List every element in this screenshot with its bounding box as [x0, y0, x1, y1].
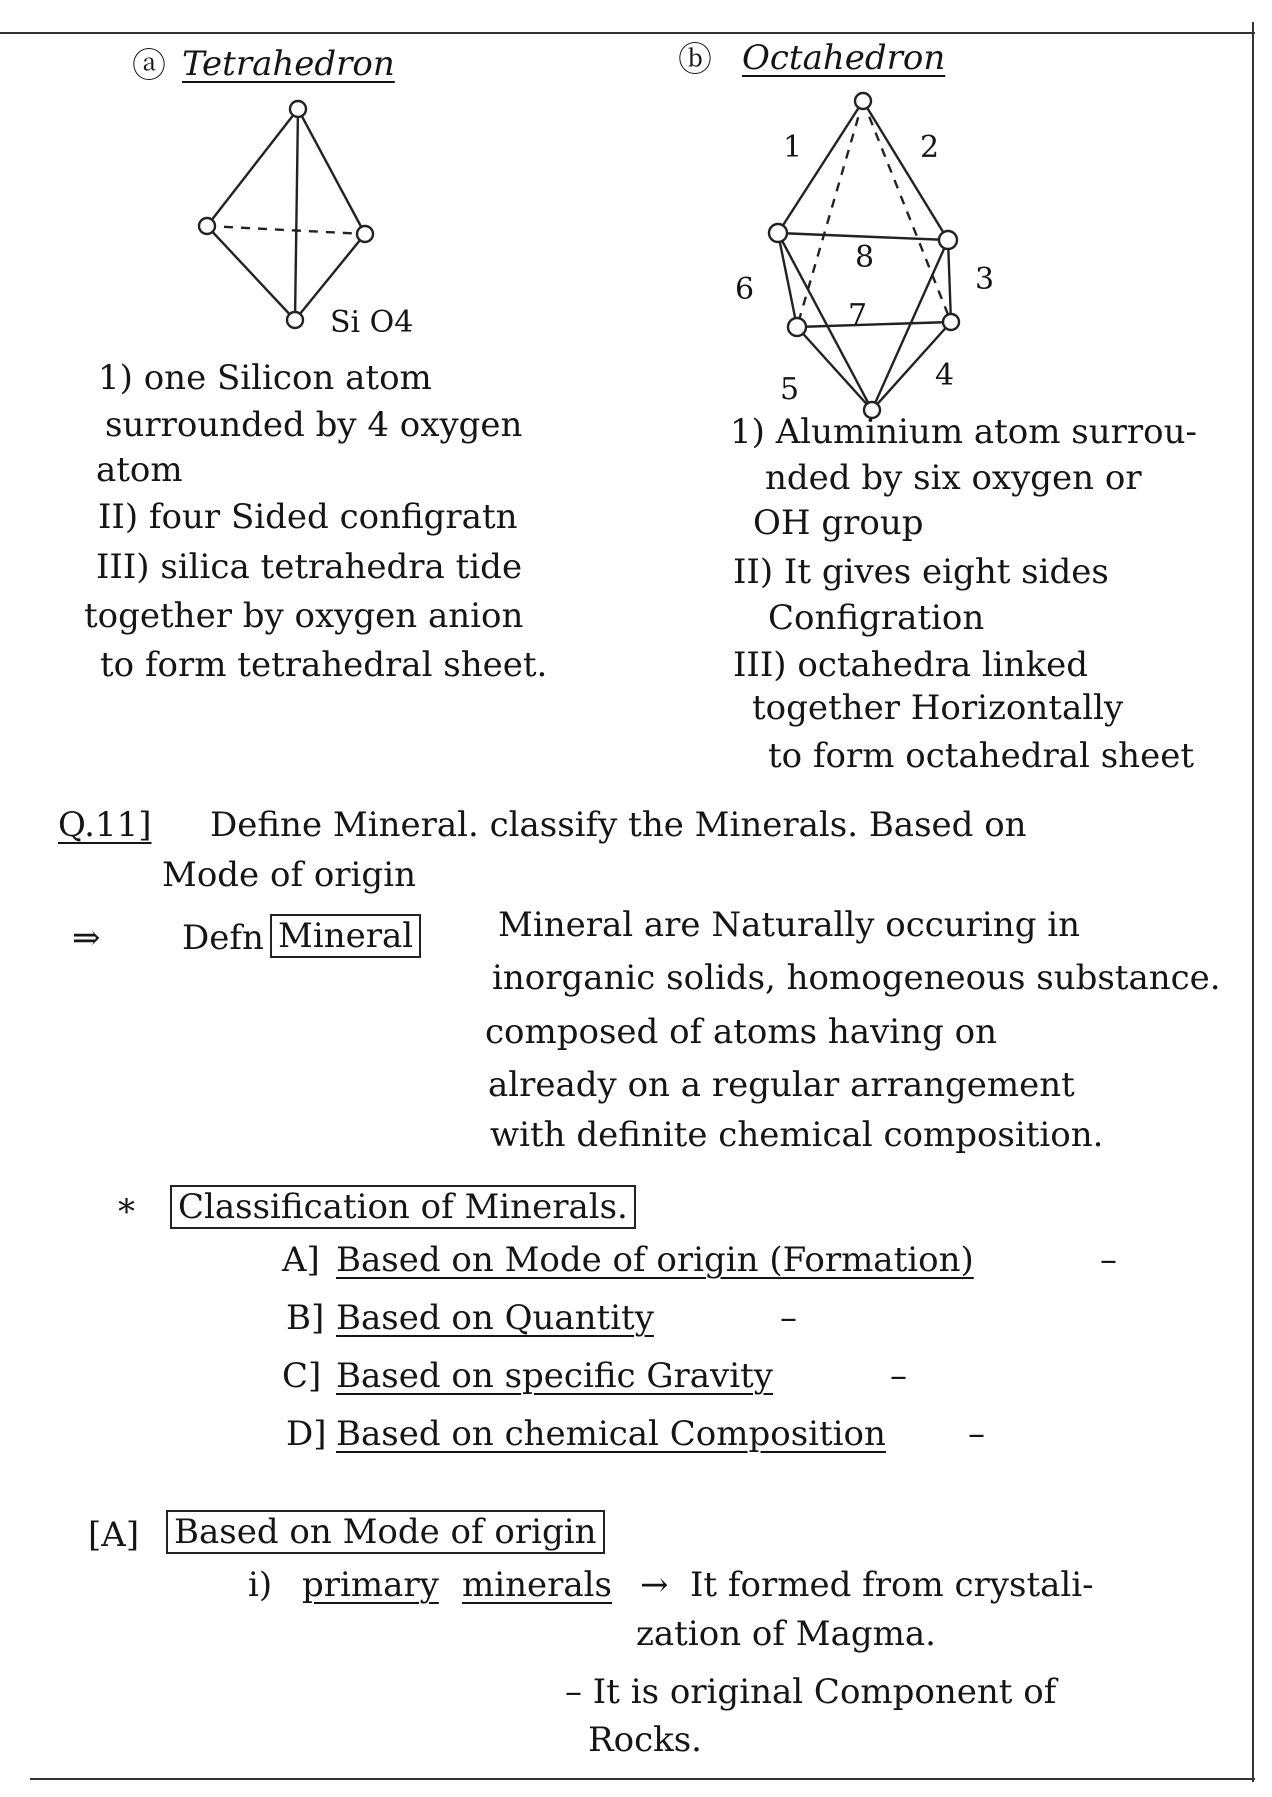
octa-edge — [778, 233, 797, 327]
classification-star: * — [118, 1192, 135, 1232]
tetra-edge — [295, 109, 298, 320]
definition-prefix: Defn — [182, 918, 264, 958]
tetra-heading: Tetrahedron — [182, 44, 395, 84]
octa-edge — [863, 101, 948, 240]
octa-edge-label-3: 3 — [975, 262, 995, 297]
classification-item-a-dash: – — [1100, 1240, 1117, 1280]
octa-note-8: to form octahedral sheet — [768, 736, 1194, 776]
octa-vertex — [788, 318, 806, 336]
question-text-2: Mode of origin — [162, 855, 416, 895]
octa-note-6: III) octahedra linked — [733, 645, 1089, 685]
tetra-edge — [207, 226, 295, 320]
tetra-vertex — [287, 312, 303, 328]
tetra-vertex — [357, 226, 373, 242]
octa-edge-label-5: 5 — [780, 372, 800, 407]
tetra-formula: Si O4 — [330, 305, 414, 340]
section-a-point-1: – It is original Component of — [565, 1672, 1057, 1712]
classification-item-d-marker: D] — [286, 1414, 327, 1454]
octa-edge-label-4: 4 — [935, 358, 955, 393]
section-a-item-text-2: zation of Magma. — [636, 1614, 936, 1654]
section-a-marker: [A] — [88, 1515, 140, 1555]
definition-line-3: composed of atoms having on — [485, 1012, 997, 1052]
tetra-note-6: together by oxygen anion — [84, 596, 524, 636]
tetra-note-7: to form tetrahedral sheet. — [100, 645, 548, 685]
definition-line-4: already on a regular arrangement — [488, 1065, 1075, 1105]
classification-item-a-marker: A] — [282, 1240, 320, 1280]
classification-item-b-text: Based on Quantity — [336, 1298, 654, 1338]
tetrahedron-diagram — [180, 95, 420, 335]
section-a-item-arrow: → — [640, 1565, 669, 1605]
definition-line-5: with definite chemical composition. — [490, 1115, 1104, 1155]
octa-heading-marker: ⓑ — [678, 40, 712, 80]
octa-vertex — [943, 314, 959, 330]
classification-item-d-text: Based on chemical Composition — [336, 1414, 886, 1454]
octa-edge — [778, 101, 863, 233]
classification-item-b-marker: B] — [286, 1298, 325, 1338]
octa-edge — [948, 240, 951, 322]
classification-item-d-dash: – — [968, 1414, 985, 1454]
question-text-1: Define Mineral. classify the Minerals. Based on — [210, 805, 1027, 845]
octa-note-3: OH group — [753, 503, 924, 543]
octa-note-5: Configration — [768, 598, 985, 638]
tetra-vertex — [199, 218, 215, 234]
octa-edge-label-6: 6 — [735, 272, 755, 307]
classification-item-c-text: Based on specific Gravity — [336, 1356, 773, 1396]
octa-heading: Octahedron — [742, 38, 946, 78]
definition-term-box: Mineral — [270, 914, 421, 958]
classification-item-c-marker: C] — [282, 1356, 322, 1396]
section-a-item-term-2: minerals — [462, 1565, 612, 1605]
section-a-item-term-1: primary — [302, 1565, 439, 1605]
section-a-item-marker: i) — [248, 1565, 273, 1605]
definition-line-2: inorganic solids, homogeneous substance. — [492, 958, 1221, 998]
octa-edge — [797, 322, 951, 327]
octa-edge-label-8: 8 — [855, 240, 875, 275]
octa-edge — [778, 233, 948, 240]
section-a-heading-box: Based on Mode of origin — [166, 1510, 605, 1554]
page-right-rule — [1252, 22, 1254, 1782]
octa-edge-label-2: 2 — [920, 130, 940, 165]
section-a-item-text-1: It formed from crystali- — [690, 1565, 1094, 1605]
page-bottom-rule — [30, 1778, 1255, 1780]
tetra-note-1: 1) one Silicon atom — [98, 358, 432, 398]
section-a-point-2: Rocks. — [588, 1720, 702, 1760]
tetra-note-2: surrounded by 4 oxygen — [105, 405, 523, 445]
definition-arrow: ⇒ — [72, 918, 101, 958]
octa-vertex — [769, 224, 787, 242]
tetra-note-5: III) silica tetrahedra tide — [96, 547, 523, 587]
tetra-vertex — [290, 101, 306, 117]
octa-note-7: together Horizontally — [752, 688, 1124, 728]
octa-note-1: 1) Aluminium atom surrou- — [730, 412, 1198, 452]
tetra-note-3: atom — [96, 450, 183, 490]
question-number: Q.11] — [58, 805, 152, 845]
classification-item-c-dash: – — [890, 1356, 907, 1396]
octa-vertex — [939, 231, 957, 249]
tetra-heading-marker: ⓐ — [132, 46, 166, 86]
octa-edge-label-1: 1 — [783, 130, 803, 165]
tetra-edge — [298, 109, 365, 234]
definition-line-1: Mineral are Naturally occuring in — [498, 905, 1081, 945]
classification-heading-box: Classification of Minerals. — [170, 1185, 636, 1229]
tetra-edge — [207, 109, 298, 226]
octa-note-2: nded by six oxygen or — [765, 458, 1142, 498]
classification-item-b-dash: – — [780, 1298, 797, 1338]
classification-item-a-text: Based on Mode of origin (Formation) — [336, 1240, 974, 1280]
octa-edge-hidden — [797, 101, 863, 327]
octa-note-4: II) It gives eight sides — [733, 552, 1109, 592]
octa-edge-label-7: 7 — [848, 298, 868, 333]
tetra-edge-hidden — [207, 226, 365, 234]
octa-vertex — [855, 93, 871, 109]
tetra-note-4: II) four Sided configratn — [98, 497, 518, 537]
page-top-rule — [0, 32, 1255, 34]
